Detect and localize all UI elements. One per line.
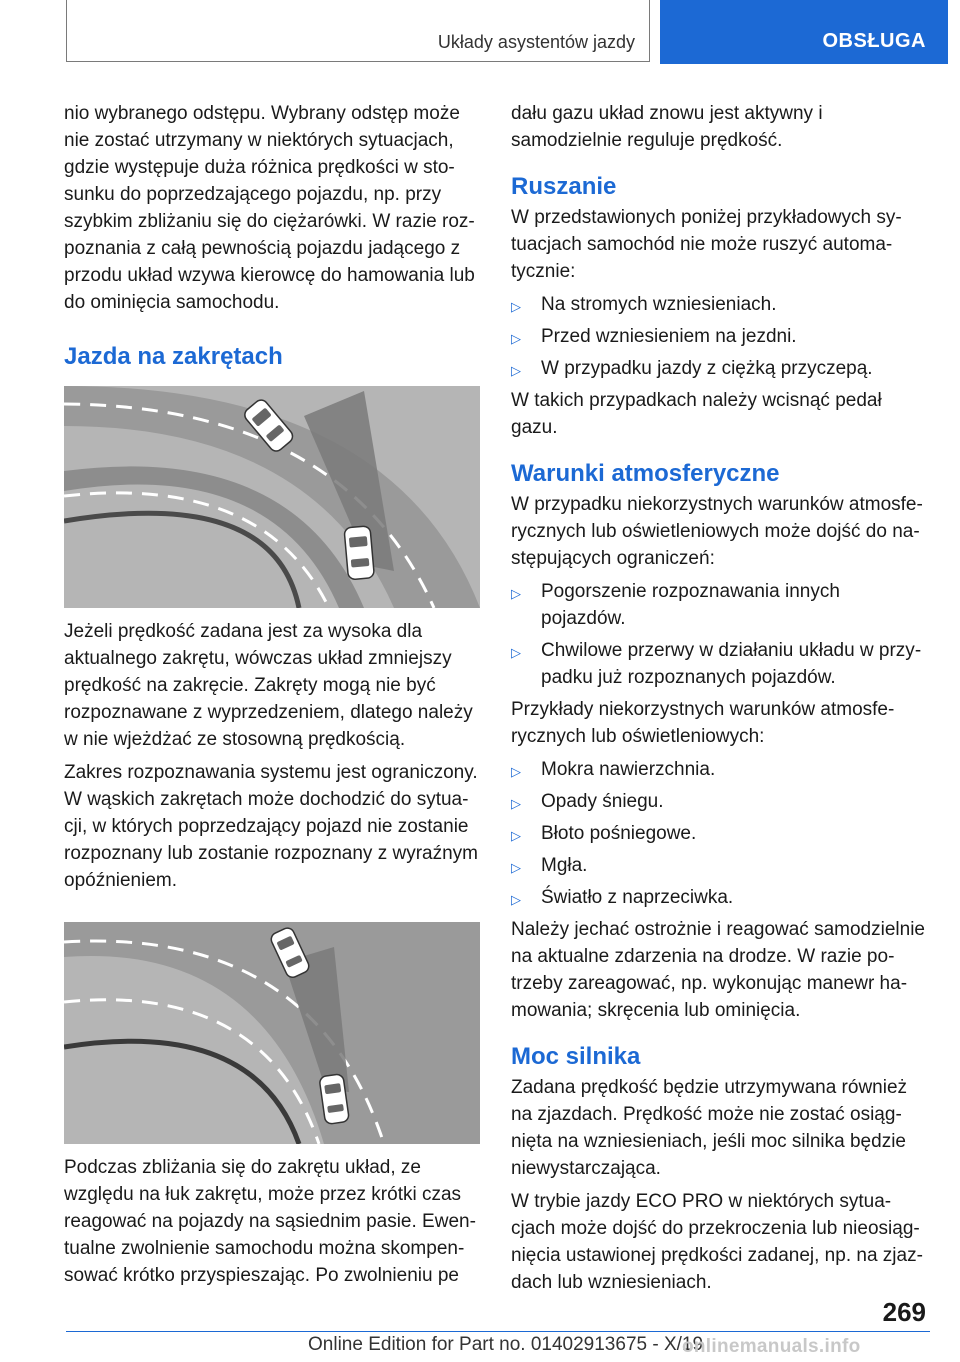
header-chapter-tab[interactable]: OBSŁUGA — [660, 0, 948, 64]
paragraph: Należy jechać ostrożnie i reagować samodzielnie na aktualne zdarzenia na drodze. W razie potrzeby zareagować, np. wykonując manewr hamowania; skręcenia lub ominięcia. — [511, 919, 925, 1021]
left-column — [64, 100, 480, 1295]
list-item: ▷ Mgła. — [511, 852, 927, 879]
triangle-bullet-icon: ▷ — [511, 331, 521, 346]
paragraph: Przykłady niekorzystnych warunków atmosferycznych lub oświetleniowych: — [511, 699, 895, 747]
curve-illustration-1 — [64, 386, 480, 608]
heading-starting: Ruszanie — [511, 173, 617, 200]
list-item: ▷ Pogorszenie rozpoznawania innych pojazdów. — [511, 581, 840, 629]
list-item: ▷ Opady śniegu. — [511, 788, 927, 815]
list-item: ▷ Chwilowe przerwy w działaniu układu w przypadku już rozpoznanych pojazdów. — [511, 640, 922, 688]
paragraph: Zadana prędkość będzie utrzymywana również na zjazdach. Prędkość może nie zostać osiągnięta na wzniesieniach, jeśli moc silnika będzie niewystarczająca. — [511, 1077, 908, 1179]
paragraph: Jeżeli prędkość zadana jest za wysoka dla aktualnego zakrętu, wówczas układ zmniejszy prędkość na zakręcie. Zakręty mogą nie być rozpoznawane z wyprzedzeniem, dlatego należy w nie wjeżdżać ze stosowną prędkością. — [64, 621, 473, 750]
paragraph: Zakres rozpoznawania systemu jest ograniczony. W wąskich zakrętach może dochodzić do sytuacji, w których poprzedzający pojazd nie zostanie rozpoznany lub zostanie rozpoznany z wyraźnym opóźnieniem. — [64, 762, 478, 891]
triangle-bullet-icon: ▷ — [511, 586, 521, 601]
triangle-bullet-icon: ▷ — [511, 764, 521, 779]
list-item: ▷ W przypadku jazdy z ciężką przyczepą. — [511, 355, 927, 382]
bullet-list — [511, 578, 927, 691]
list-item: ▷ Błoto pośniegowe. — [511, 820, 927, 847]
bullet-list — [511, 291, 927, 382]
curve-illustration-2 — [64, 922, 480, 1144]
paragraph: nio wybranego odstępu. Wybrany odstęp może nie zostać utrzymany w niektórych sytuacjach, gdzie występuje duża różnica prędkości w stosunku do poprzedzającego pojazdu, np. przy szybkim zbliżaniu się do ciężarówki. W razie rozpoznania z całą pewnością pojazdu jadącego z przodu układ wzywa kierowcę do hamowania lub do ominięcia samochodu. — [64, 103, 475, 313]
triangle-bullet-icon: ▷ — [511, 299, 521, 314]
heading-weather: Warunki atmosferyczne — [511, 460, 780, 487]
footer-rule — [66, 1331, 930, 1332]
paragraph: W trybie jazdy ECO PRO w niektórych sytuacjach może dojść do przekroczenia lub nieosiągnięcia ustawionej prędkości zadanej, np. na zjazdach lub wzniesieniach. — [511, 1191, 923, 1293]
paragraph: W przypadku niekorzystnych warunków atmosferycznych lub oświetleniowych może dojść do następujących ograniczeń: — [511, 494, 923, 569]
paragraph: Podczas zbliżania się do zakrętu układ, ze względu na łuk zakrętu, może przez krótki czas reagować na pojazdy na sąsiednim pasie. Ewentualne zwolnienie samochodu można skompensować krótko przyspieszając. Po zwolnieniu pe — [64, 1157, 476, 1286]
list-item: ▷ Mokra nawierzchnia. — [511, 756, 927, 783]
triangle-bullet-icon: ▷ — [511, 645, 521, 660]
watermark: onlinemanuals.info — [682, 1336, 861, 1357]
page-number: 269 — [882, 1297, 926, 1327]
bullet-list — [511, 756, 927, 911]
triangle-bullet-icon: ▷ — [511, 828, 521, 843]
footer-edition-text: Online Edition for Part no. 01402913675 - X/19 — [308, 1334, 704, 1355]
list-item: ▷ Światło z naprzeciwka. — [511, 884, 927, 911]
heading-engine-power: Moc silnika — [511, 1043, 641, 1070]
triangle-bullet-icon: ▷ — [511, 860, 521, 875]
paragraph: W przedstawionych poniżej przykładowych sytuacjach samochód nie może ruszyć automatycznie: — [511, 207, 902, 282]
header-section-title: Układy asystentów jazdy — [66, 0, 650, 62]
paragraph: dału gazu układ znowu jest aktywny i samodzielnie reguluje prędkość. — [511, 103, 823, 151]
list-item: ▷ Przed wzniesieniem na jezdni. — [511, 323, 927, 350]
paragraph: W takich przypadkach należy wcisnąć pedał gazu. — [511, 390, 882, 438]
triangle-bullet-icon: ▷ — [511, 363, 521, 378]
triangle-bullet-icon: ▷ — [511, 796, 521, 811]
triangle-bullet-icon: ▷ — [511, 892, 521, 907]
vehicle-ahead-icon — [344, 526, 374, 580]
list-item: ▷ Na stromych wzniesieniach. — [511, 291, 927, 318]
heading-curves: Jazda na zakrętach — [64, 343, 283, 370]
right-column — [511, 100, 927, 1302]
